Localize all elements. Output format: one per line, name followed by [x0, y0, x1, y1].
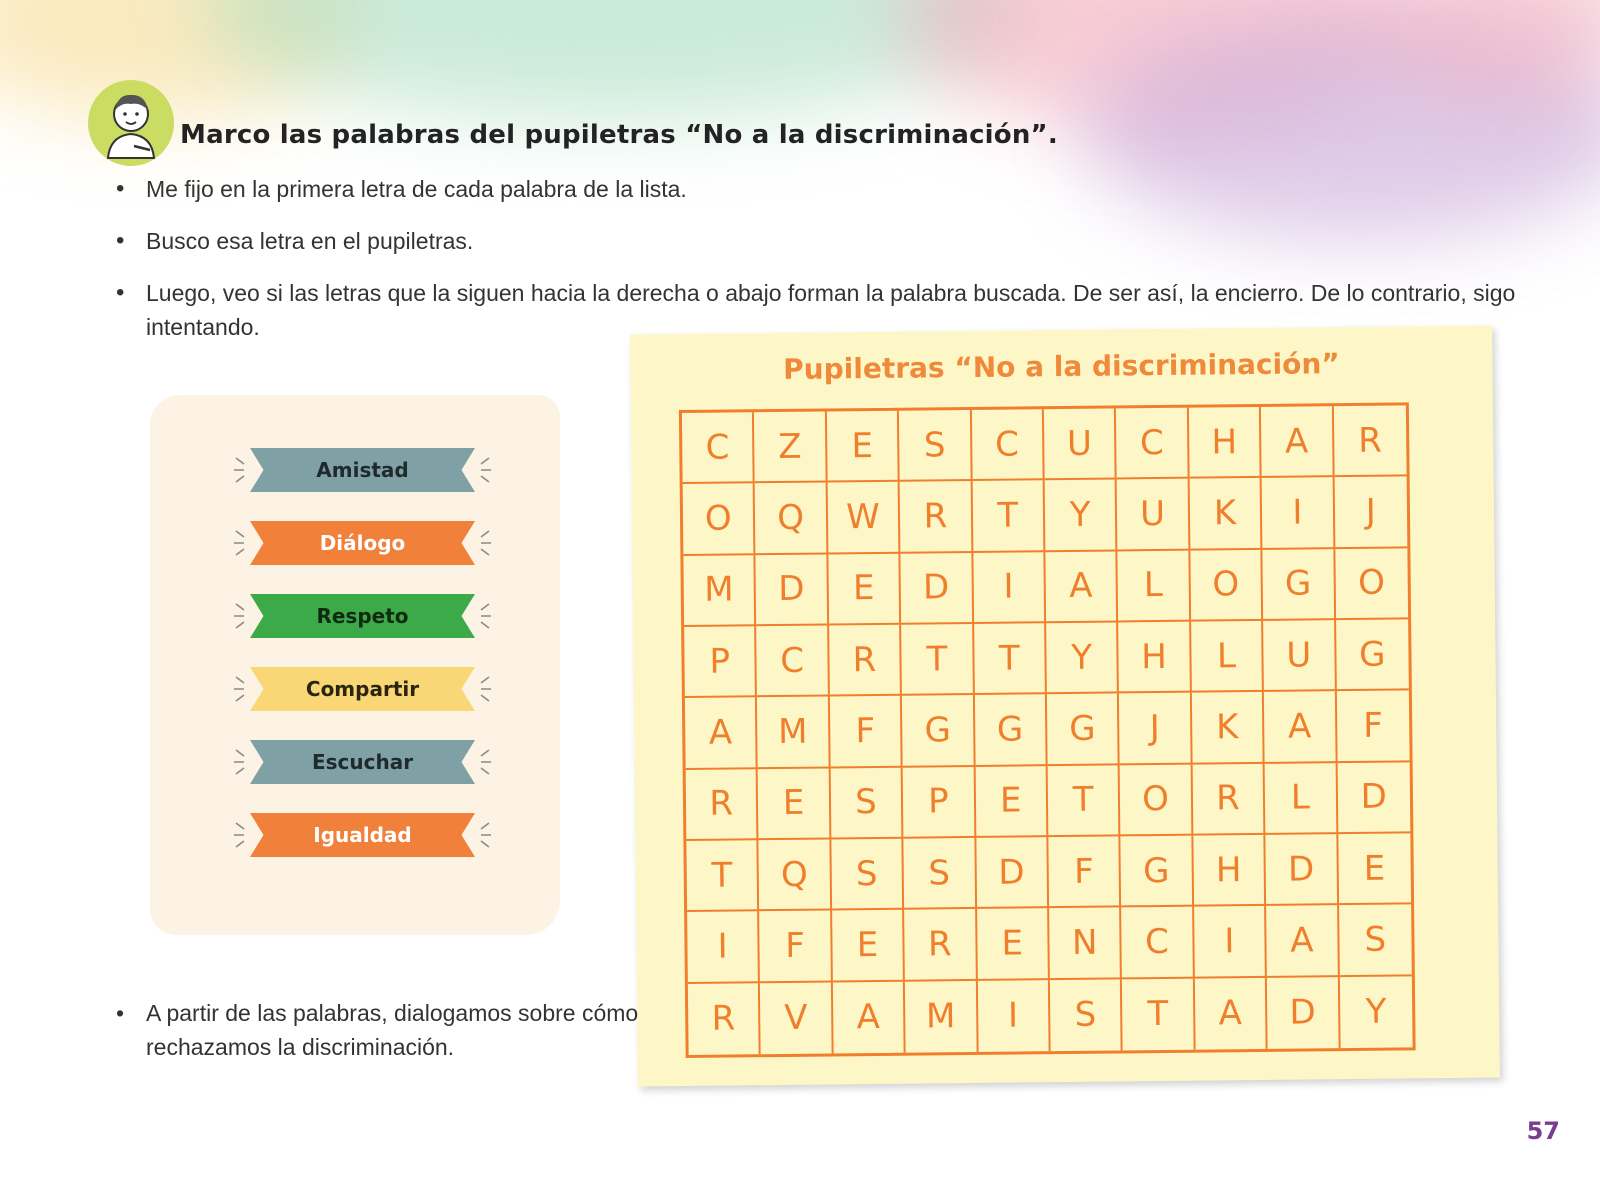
instruction-title: Marco las palabras del pupiletras “No a la discriminación”.	[180, 120, 1058, 150]
word-tag-label: Respeto	[316, 604, 409, 628]
grid-cell[interactable]: L	[1191, 621, 1264, 693]
grid-cell[interactable]: T	[972, 481, 1045, 553]
grid-cell[interactable]: C	[1122, 907, 1195, 979]
grid-cell[interactable]: A	[1261, 406, 1334, 478]
grid-cell[interactable]: G	[1336, 619, 1409, 691]
grid-cell[interactable]: R	[900, 481, 973, 553]
word-tag	[250, 521, 475, 565]
instruction-item: • Me fijo en la primera letra de cada palabra de la lista.	[112, 172, 1512, 206]
grid-cell[interactable]: U	[1117, 479, 1190, 551]
grid-cell[interactable]: F	[760, 911, 833, 983]
grid-cell[interactable]: R	[1333, 405, 1406, 477]
grid-cell[interactable]: W	[827, 482, 900, 554]
sparkle-icon	[479, 819, 493, 851]
sparkle-icon	[232, 819, 246, 851]
grid-cell[interactable]: T	[686, 840, 759, 912]
grid-cell[interactable]: G	[902, 695, 975, 767]
grid-cell[interactable]: I	[977, 980, 1050, 1052]
grid-cell[interactable]: Z	[754, 411, 827, 483]
grid-cell[interactable]: O	[1120, 764, 1193, 836]
grid-cell[interactable]: C	[757, 625, 830, 697]
grid-cell[interactable]: F	[1048, 836, 1121, 908]
grid-cell[interactable]: A	[1264, 691, 1337, 763]
grid-cell[interactable]: E	[1338, 833, 1411, 905]
grid-cell[interactable]: Y	[1045, 480, 1118, 552]
grid-cell[interactable]: T	[901, 624, 974, 696]
grid-cell[interactable]: N	[1049, 908, 1122, 980]
grid-cell[interactable]: T	[1048, 765, 1121, 837]
grid-cell[interactable]: S	[899, 410, 972, 482]
grid-cell[interactable]: E	[827, 411, 900, 483]
grid-cell[interactable]: Q	[755, 483, 828, 555]
grid-cell[interactable]: J	[1334, 477, 1407, 549]
grid-cell[interactable]: S	[831, 839, 904, 911]
grid-cell[interactable]: C	[682, 412, 755, 484]
grid-cell[interactable]: P	[684, 626, 757, 698]
grid-cell[interactable]: O	[1190, 550, 1263, 622]
sparkle-icon	[479, 746, 493, 778]
puzzle-title: Pupiletras “No a la discriminación”	[782, 347, 1340, 386]
grid-cell[interactable]: A	[1045, 551, 1118, 623]
grid-cell[interactable]: E	[975, 766, 1048, 838]
grid-cell[interactable]: K	[1189, 478, 1262, 550]
grid-cell[interactable]: T	[1122, 978, 1195, 1050]
word-tag	[250, 667, 475, 711]
grid-cell[interactable]: K	[1192, 692, 1265, 764]
grid-cell[interactable]: H	[1119, 622, 1192, 694]
grid-cell[interactable]: D	[976, 837, 1049, 909]
grid-cell[interactable]: D	[1267, 977, 1340, 1049]
grid-cell[interactable]: V	[760, 982, 833, 1054]
word-tag	[250, 813, 475, 857]
grid-cell[interactable]: T	[974, 623, 1047, 695]
discussion-item: • A partir de las palabras, dialogamos sobre cómo rechazamos la discriminación.	[112, 996, 652, 1064]
grid-cell[interactable]: F	[1336, 691, 1409, 763]
grid-cell[interactable]: F	[830, 696, 903, 768]
grid-cell[interactable]: S	[1339, 905, 1412, 977]
grid-cell[interactable]: E	[832, 910, 905, 982]
grid-cell[interactable]: A	[1195, 978, 1268, 1050]
grid-cell[interactable]: Y	[1365, 991, 1387, 1033]
grid-cell[interactable]: D	[756, 554, 829, 626]
sparkle-icon	[232, 746, 246, 778]
paint-splash	[200, 0, 1020, 120]
grid-cell[interactable]: O	[1335, 548, 1408, 620]
grid-cell[interactable]: I	[1194, 906, 1267, 978]
sparkle-icon	[232, 673, 246, 705]
grid-cell[interactable]: C	[1116, 408, 1189, 480]
grid-cell[interactable]: G	[1121, 836, 1194, 908]
grid-cell[interactable]: E	[758, 768, 831, 840]
discussion-list	[112, 996, 652, 1064]
page-number: 57	[1526, 1117, 1560, 1145]
grid-cell[interactable]: S	[830, 767, 903, 839]
grid-cell[interactable]: G	[1263, 549, 1336, 621]
word-tag-label: Diálogo	[319, 531, 406, 555]
grid-cell[interactable]: H	[1189, 407, 1262, 479]
grid-cell[interactable]: R	[829, 625, 902, 697]
word-tag	[250, 594, 475, 638]
grid-cell[interactable]: A	[1266, 905, 1339, 977]
grid-cell[interactable]: M	[683, 555, 756, 627]
sparkle-icon	[479, 527, 493, 559]
sparkle-icon	[479, 600, 493, 632]
grid-cell[interactable]: A	[833, 981, 906, 1053]
grid-cell[interactable]: H	[1193, 835, 1266, 907]
grid-cell[interactable]: I	[687, 912, 760, 984]
word-tag-label: Amistad	[316, 458, 409, 482]
sparkle-icon	[479, 673, 493, 705]
grid-cell[interactable]: S	[904, 838, 977, 910]
sparkle-icon	[232, 600, 246, 632]
grid-cell[interactable]: E	[828, 553, 901, 625]
grid-cell[interactable]: Q	[759, 839, 832, 911]
sparkle-icon	[232, 527, 246, 559]
grid-cell[interactable]: O	[683, 484, 756, 556]
grid-cell[interactable]: C	[971, 409, 1044, 481]
word-tag	[250, 740, 475, 784]
grid-cell[interactable]: G	[974, 695, 1047, 767]
grid-cell[interactable]: M	[757, 697, 830, 769]
grid-cell[interactable]: Y	[1046, 622, 1119, 694]
sparkle-icon	[479, 454, 493, 486]
grid-cell[interactable]: P	[903, 767, 976, 839]
grid-cell[interactable]: J	[1119, 693, 1192, 765]
word-tag	[250, 448, 475, 492]
child-writing-icon	[88, 80, 174, 166]
grid-cell[interactable]: E	[977, 909, 1050, 981]
word-tag-label: Igualdad	[313, 823, 412, 847]
grid-cell[interactable]: I	[1262, 477, 1335, 549]
grid-cell[interactable]: R	[1192, 764, 1265, 836]
grid-cell[interactable]: M	[905, 981, 978, 1053]
word-tag-label: Escuchar	[311, 750, 414, 774]
grid-cell[interactable]: L	[1265, 763, 1338, 835]
grid-cell[interactable]: A	[685, 698, 758, 770]
grid-cell[interactable]: R	[686, 769, 759, 841]
grid-cell[interactable]: D	[901, 553, 974, 625]
instruction-item: • Busco esa letra en el pupiletras.	[112, 224, 1512, 258]
grid-cell[interactable]: D	[1337, 762, 1410, 834]
puzzle-note	[630, 326, 1500, 1087]
grid-cell[interactable]: U	[1263, 620, 1336, 692]
grid-cell[interactable]: R	[688, 983, 761, 1055]
sparkle-icon	[232, 454, 246, 486]
grid-cell[interactable]: L	[1118, 550, 1191, 622]
word-tag-label: Compartir	[305, 677, 420, 701]
grid-cell[interactable]: D	[1266, 834, 1339, 906]
grid-cell[interactable]: R	[904, 909, 977, 981]
instruction-item: • Luego, veo si las letras que la siguen hacia la derecha o abajo forman la palabra buscada. De ser así, la encierro. De lo contrario, sigo intentando.	[112, 276, 1526, 344]
grid-cell[interactable]: S	[1050, 979, 1123, 1051]
grid-cell[interactable]: G	[1047, 694, 1120, 766]
word-search-grid	[679, 402, 1416, 1058]
grid-cell[interactable]: U	[1044, 408, 1117, 480]
grid-cell[interactable]: I	[973, 552, 1046, 624]
